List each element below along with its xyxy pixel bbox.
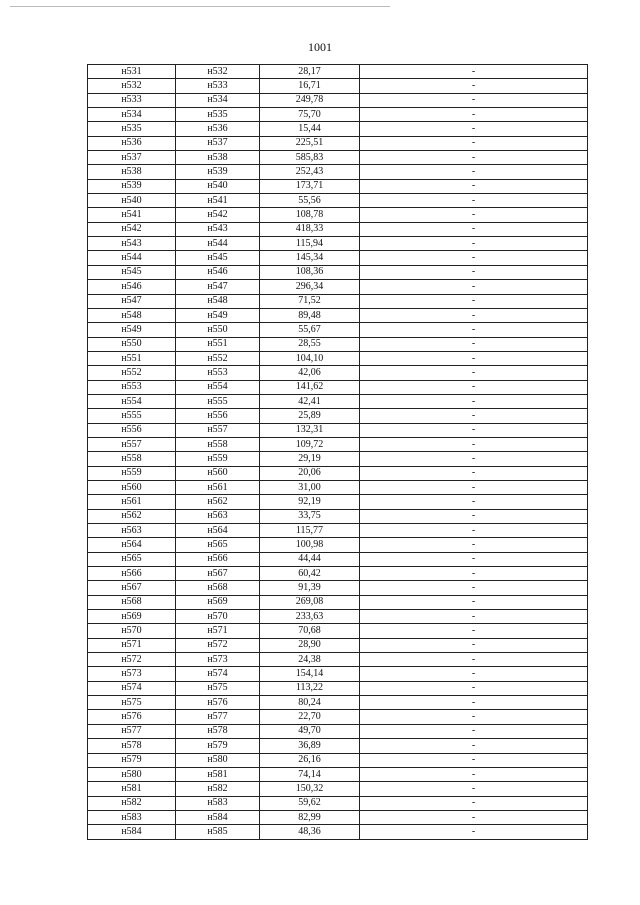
- distance-cell: 252,43: [260, 165, 360, 179]
- note-cell: -: [360, 739, 588, 753]
- point-to-cell: н578: [176, 724, 260, 738]
- table-row: [88, 294, 588, 308]
- distance-cell: 33,75: [260, 509, 360, 523]
- distance-cell: 28,55: [260, 337, 360, 351]
- note-cell: -: [360, 681, 588, 695]
- table-row: [88, 552, 588, 566]
- point-from-cell: н535: [88, 122, 176, 136]
- note-cell: -: [360, 710, 588, 724]
- point-from-cell: н542: [88, 222, 176, 236]
- point-to-cell: н541: [176, 194, 260, 208]
- table-row: [88, 524, 588, 538]
- point-from-cell: н538: [88, 165, 176, 179]
- point-to-cell: н570: [176, 610, 260, 624]
- point-from-cell: н562: [88, 509, 176, 523]
- point-to-cell: н552: [176, 351, 260, 365]
- distance-cell: 91,39: [260, 581, 360, 595]
- note-cell: -: [360, 409, 588, 423]
- distance-cell: 42,41: [260, 394, 360, 408]
- distance-cell: 104,10: [260, 351, 360, 365]
- table-row: [88, 136, 588, 150]
- distance-cell: 225,51: [260, 136, 360, 150]
- point-to-cell: н569: [176, 595, 260, 609]
- note-cell: -: [360, 394, 588, 408]
- note-cell: -: [360, 366, 588, 380]
- table-row: [88, 810, 588, 824]
- point-to-cell: н534: [176, 93, 260, 107]
- note-cell: -: [360, 480, 588, 494]
- distance-cell: 70,68: [260, 624, 360, 638]
- note-cell: -: [360, 538, 588, 552]
- scan-edge-line: [10, 6, 390, 7]
- point-to-cell: н579: [176, 739, 260, 753]
- point-to-cell: н577: [176, 710, 260, 724]
- note-cell: -: [360, 753, 588, 767]
- table-row: [88, 466, 588, 480]
- point-to-cell: н580: [176, 753, 260, 767]
- table-row: [88, 739, 588, 753]
- note-cell: -: [360, 237, 588, 251]
- point-from-cell: н571: [88, 638, 176, 652]
- distance-cell: 48,36: [260, 825, 360, 839]
- distance-cell: 249,78: [260, 93, 360, 107]
- note-cell: -: [360, 136, 588, 150]
- point-from-cell: н532: [88, 79, 176, 93]
- point-from-cell: н564: [88, 538, 176, 552]
- table-row: [88, 208, 588, 222]
- point-to-cell: н543: [176, 222, 260, 236]
- point-to-cell: н559: [176, 452, 260, 466]
- table-row: [88, 767, 588, 781]
- point-from-cell: н553: [88, 380, 176, 394]
- table-row: [88, 194, 588, 208]
- table-row: [88, 696, 588, 710]
- distance-cell: 60,42: [260, 567, 360, 581]
- point-to-cell: н572: [176, 638, 260, 652]
- point-from-cell: н560: [88, 480, 176, 494]
- point-from-cell: н555: [88, 409, 176, 423]
- point-to-cell: н573: [176, 653, 260, 667]
- note-cell: -: [360, 251, 588, 265]
- point-from-cell: н540: [88, 194, 176, 208]
- distance-cell: 15,44: [260, 122, 360, 136]
- distance-cell: 108,36: [260, 265, 360, 279]
- table-row: [88, 165, 588, 179]
- note-cell: -: [360, 610, 588, 624]
- point-from-cell: н539: [88, 179, 176, 193]
- table-row: [88, 567, 588, 581]
- point-from-cell: н572: [88, 653, 176, 667]
- distance-cell: 29,19: [260, 452, 360, 466]
- table-row: [88, 151, 588, 165]
- table-row: [88, 237, 588, 251]
- distance-cell: 26,16: [260, 753, 360, 767]
- table-body: [88, 65, 588, 840]
- point-from-cell: н563: [88, 524, 176, 538]
- point-to-cell: н555: [176, 394, 260, 408]
- point-from-cell: н558: [88, 452, 176, 466]
- note-cell: -: [360, 222, 588, 236]
- page-number: 1001: [308, 40, 332, 54]
- note-cell: -: [360, 380, 588, 394]
- point-from-cell: н546: [88, 280, 176, 294]
- distance-cell: 55,56: [260, 194, 360, 208]
- point-to-cell: н584: [176, 810, 260, 824]
- distance-cell: 82,99: [260, 810, 360, 824]
- note-cell: -: [360, 782, 588, 796]
- table-row: [88, 222, 588, 236]
- note-cell: -: [360, 810, 588, 824]
- table-row: [88, 495, 588, 509]
- distance-cell: 55,67: [260, 323, 360, 337]
- note-cell: -: [360, 767, 588, 781]
- point-from-cell: н567: [88, 581, 176, 595]
- distance-cell: 100,98: [260, 538, 360, 552]
- note-cell: -: [360, 437, 588, 451]
- point-from-cell: н556: [88, 423, 176, 437]
- distance-cell: 42,06: [260, 366, 360, 380]
- table-row: [88, 280, 588, 294]
- table-row: [88, 79, 588, 93]
- note-cell: -: [360, 79, 588, 93]
- point-from-cell: н531: [88, 65, 176, 79]
- distance-cell: 31,00: [260, 480, 360, 494]
- point-to-cell: н535: [176, 108, 260, 122]
- distance-cell: 71,52: [260, 294, 360, 308]
- distance-cell: 115,77: [260, 524, 360, 538]
- table-row: [88, 251, 588, 265]
- point-from-cell: н580: [88, 767, 176, 781]
- table-row: [88, 825, 588, 839]
- point-from-cell: н557: [88, 437, 176, 451]
- point-to-cell: н533: [176, 79, 260, 93]
- point-to-cell: н537: [176, 136, 260, 150]
- point-to-cell: н545: [176, 251, 260, 265]
- note-cell: -: [360, 524, 588, 538]
- point-from-cell: н575: [88, 696, 176, 710]
- table-row: [88, 610, 588, 624]
- point-to-cell: н585: [176, 825, 260, 839]
- note-cell: -: [360, 595, 588, 609]
- note-cell: -: [360, 696, 588, 710]
- point-to-cell: н582: [176, 782, 260, 796]
- table-row: [88, 480, 588, 494]
- note-cell: -: [360, 265, 588, 279]
- table-row: [88, 108, 588, 122]
- point-to-cell: н565: [176, 538, 260, 552]
- table-row: [88, 753, 588, 767]
- point-from-cell: н578: [88, 739, 176, 753]
- table-row: [88, 65, 588, 79]
- point-to-cell: н557: [176, 423, 260, 437]
- point-from-cell: н548: [88, 308, 176, 322]
- note-cell: -: [360, 495, 588, 509]
- point-from-cell: н543: [88, 237, 176, 251]
- point-from-cell: н573: [88, 667, 176, 681]
- note-cell: -: [360, 122, 588, 136]
- note-cell: -: [360, 452, 588, 466]
- note-cell: -: [360, 337, 588, 351]
- note-cell: -: [360, 796, 588, 810]
- distance-cell: 74,14: [260, 767, 360, 781]
- table-row: [88, 538, 588, 552]
- point-to-cell: н551: [176, 337, 260, 351]
- point-to-cell: н542: [176, 208, 260, 222]
- note-cell: -: [360, 179, 588, 193]
- table-row: [88, 782, 588, 796]
- distance-cell: 92,19: [260, 495, 360, 509]
- point-from-cell: н583: [88, 810, 176, 824]
- table-row: [88, 409, 588, 423]
- point-to-cell: н567: [176, 567, 260, 581]
- point-to-cell: н556: [176, 409, 260, 423]
- distance-cell: 28,17: [260, 65, 360, 79]
- distance-cell: 75,70: [260, 108, 360, 122]
- table-row: [88, 509, 588, 523]
- note-cell: -: [360, 151, 588, 165]
- point-to-cell: н571: [176, 624, 260, 638]
- note-cell: -: [360, 208, 588, 222]
- point-from-cell: н584: [88, 825, 176, 839]
- point-to-cell: н536: [176, 122, 260, 136]
- distance-cell: 109,72: [260, 437, 360, 451]
- table-row: [88, 581, 588, 595]
- point-from-cell: н577: [88, 724, 176, 738]
- table-row: [88, 394, 588, 408]
- point-to-cell: н560: [176, 466, 260, 480]
- point-to-cell: н548: [176, 294, 260, 308]
- note-cell: -: [360, 509, 588, 523]
- note-cell: -: [360, 567, 588, 581]
- point-to-cell: н539: [176, 165, 260, 179]
- point-to-cell: н581: [176, 767, 260, 781]
- note-cell: -: [360, 552, 588, 566]
- distance-cell: 145,34: [260, 251, 360, 265]
- distance-cell: 108,78: [260, 208, 360, 222]
- point-from-cell: н569: [88, 610, 176, 624]
- table-row: [88, 681, 588, 695]
- distance-cell: 22,70: [260, 710, 360, 724]
- note-cell: -: [360, 825, 588, 839]
- note-cell: -: [360, 194, 588, 208]
- distance-cell: 59,62: [260, 796, 360, 810]
- note-cell: -: [360, 108, 588, 122]
- table-row: [88, 337, 588, 351]
- table-row: [88, 308, 588, 322]
- table-row: [88, 667, 588, 681]
- table-row: [88, 452, 588, 466]
- note-cell: -: [360, 323, 588, 337]
- point-from-cell: н545: [88, 265, 176, 279]
- point-from-cell: н565: [88, 552, 176, 566]
- point-from-cell: н581: [88, 782, 176, 796]
- note-cell: -: [360, 294, 588, 308]
- point-to-cell: н575: [176, 681, 260, 695]
- point-to-cell: н540: [176, 179, 260, 193]
- table-row: [88, 624, 588, 638]
- point-to-cell: н538: [176, 151, 260, 165]
- table-row: [88, 265, 588, 279]
- table-row: [88, 93, 588, 107]
- note-cell: -: [360, 308, 588, 322]
- table-row: [88, 351, 588, 365]
- point-from-cell: н551: [88, 351, 176, 365]
- note-cell: -: [360, 280, 588, 294]
- note-cell: -: [360, 653, 588, 667]
- distance-cell: 16,71: [260, 79, 360, 93]
- note-cell: -: [360, 724, 588, 738]
- table-row: [88, 380, 588, 394]
- table-row: [88, 796, 588, 810]
- distance-cell: 150,32: [260, 782, 360, 796]
- distance-cell: 24,38: [260, 653, 360, 667]
- point-to-cell: н558: [176, 437, 260, 451]
- distance-cell: 115,94: [260, 237, 360, 251]
- point-to-cell: н574: [176, 667, 260, 681]
- point-to-cell: н549: [176, 308, 260, 322]
- point-to-cell: н553: [176, 366, 260, 380]
- note-cell: -: [360, 165, 588, 179]
- point-from-cell: н561: [88, 495, 176, 509]
- point-from-cell: н574: [88, 681, 176, 695]
- point-from-cell: н554: [88, 394, 176, 408]
- distance-cell: 269,08: [260, 595, 360, 609]
- point-from-cell: н533: [88, 93, 176, 107]
- point-from-cell: н547: [88, 294, 176, 308]
- note-cell: -: [360, 624, 588, 638]
- note-cell: -: [360, 423, 588, 437]
- table-row: [88, 653, 588, 667]
- distance-cell: 132,31: [260, 423, 360, 437]
- point-from-cell: н537: [88, 151, 176, 165]
- point-to-cell: н544: [176, 237, 260, 251]
- note-cell: -: [360, 93, 588, 107]
- table-row: [88, 595, 588, 609]
- point-from-cell: н536: [88, 136, 176, 150]
- distance-cell: 80,24: [260, 696, 360, 710]
- point-from-cell: н568: [88, 595, 176, 609]
- table-row: [88, 423, 588, 437]
- point-to-cell: н532: [176, 65, 260, 79]
- distance-cell: 113,22: [260, 681, 360, 695]
- distance-cell: 89,48: [260, 308, 360, 322]
- table-row: [88, 710, 588, 724]
- point-to-cell: н554: [176, 380, 260, 394]
- point-to-cell: н547: [176, 280, 260, 294]
- point-from-cell: н552: [88, 366, 176, 380]
- point-to-cell: н561: [176, 480, 260, 494]
- distance-cell: 173,71: [260, 179, 360, 193]
- table-row: [88, 323, 588, 337]
- note-cell: -: [360, 65, 588, 79]
- note-cell: -: [360, 351, 588, 365]
- note-cell: -: [360, 667, 588, 681]
- point-from-cell: н566: [88, 567, 176, 581]
- table-row: [88, 724, 588, 738]
- point-from-cell: н576: [88, 710, 176, 724]
- note-cell: -: [360, 638, 588, 652]
- point-from-cell: н549: [88, 323, 176, 337]
- note-cell: -: [360, 581, 588, 595]
- coordinates-table: [87, 64, 588, 840]
- point-to-cell: н576: [176, 696, 260, 710]
- point-to-cell: н568: [176, 581, 260, 595]
- point-from-cell: н550: [88, 337, 176, 351]
- point-from-cell: н541: [88, 208, 176, 222]
- table-row: [88, 122, 588, 136]
- table-row: [88, 437, 588, 451]
- distance-cell: 418,33: [260, 222, 360, 236]
- table-row: [88, 638, 588, 652]
- distance-cell: 141,62: [260, 380, 360, 394]
- distance-cell: 585,83: [260, 151, 360, 165]
- point-to-cell: н546: [176, 265, 260, 279]
- point-from-cell: н534: [88, 108, 176, 122]
- point-from-cell: н559: [88, 466, 176, 480]
- distance-cell: 25,89: [260, 409, 360, 423]
- point-to-cell: н566: [176, 552, 260, 566]
- point-from-cell: н579: [88, 753, 176, 767]
- distance-cell: 233,63: [260, 610, 360, 624]
- table-row: [88, 366, 588, 380]
- distance-cell: 44,44: [260, 552, 360, 566]
- distance-cell: 28,90: [260, 638, 360, 652]
- point-to-cell: н583: [176, 796, 260, 810]
- point-to-cell: н562: [176, 495, 260, 509]
- note-cell: -: [360, 466, 588, 480]
- table-row: [88, 179, 588, 193]
- point-from-cell: н570: [88, 624, 176, 638]
- point-from-cell: н544: [88, 251, 176, 265]
- distance-cell: 36,89: [260, 739, 360, 753]
- point-to-cell: н564: [176, 524, 260, 538]
- distance-cell: 20,06: [260, 466, 360, 480]
- point-from-cell: н582: [88, 796, 176, 810]
- point-to-cell: н563: [176, 509, 260, 523]
- distance-cell: 296,34: [260, 280, 360, 294]
- distance-cell: 49,70: [260, 724, 360, 738]
- distance-cell: 154,14: [260, 667, 360, 681]
- point-to-cell: н550: [176, 323, 260, 337]
